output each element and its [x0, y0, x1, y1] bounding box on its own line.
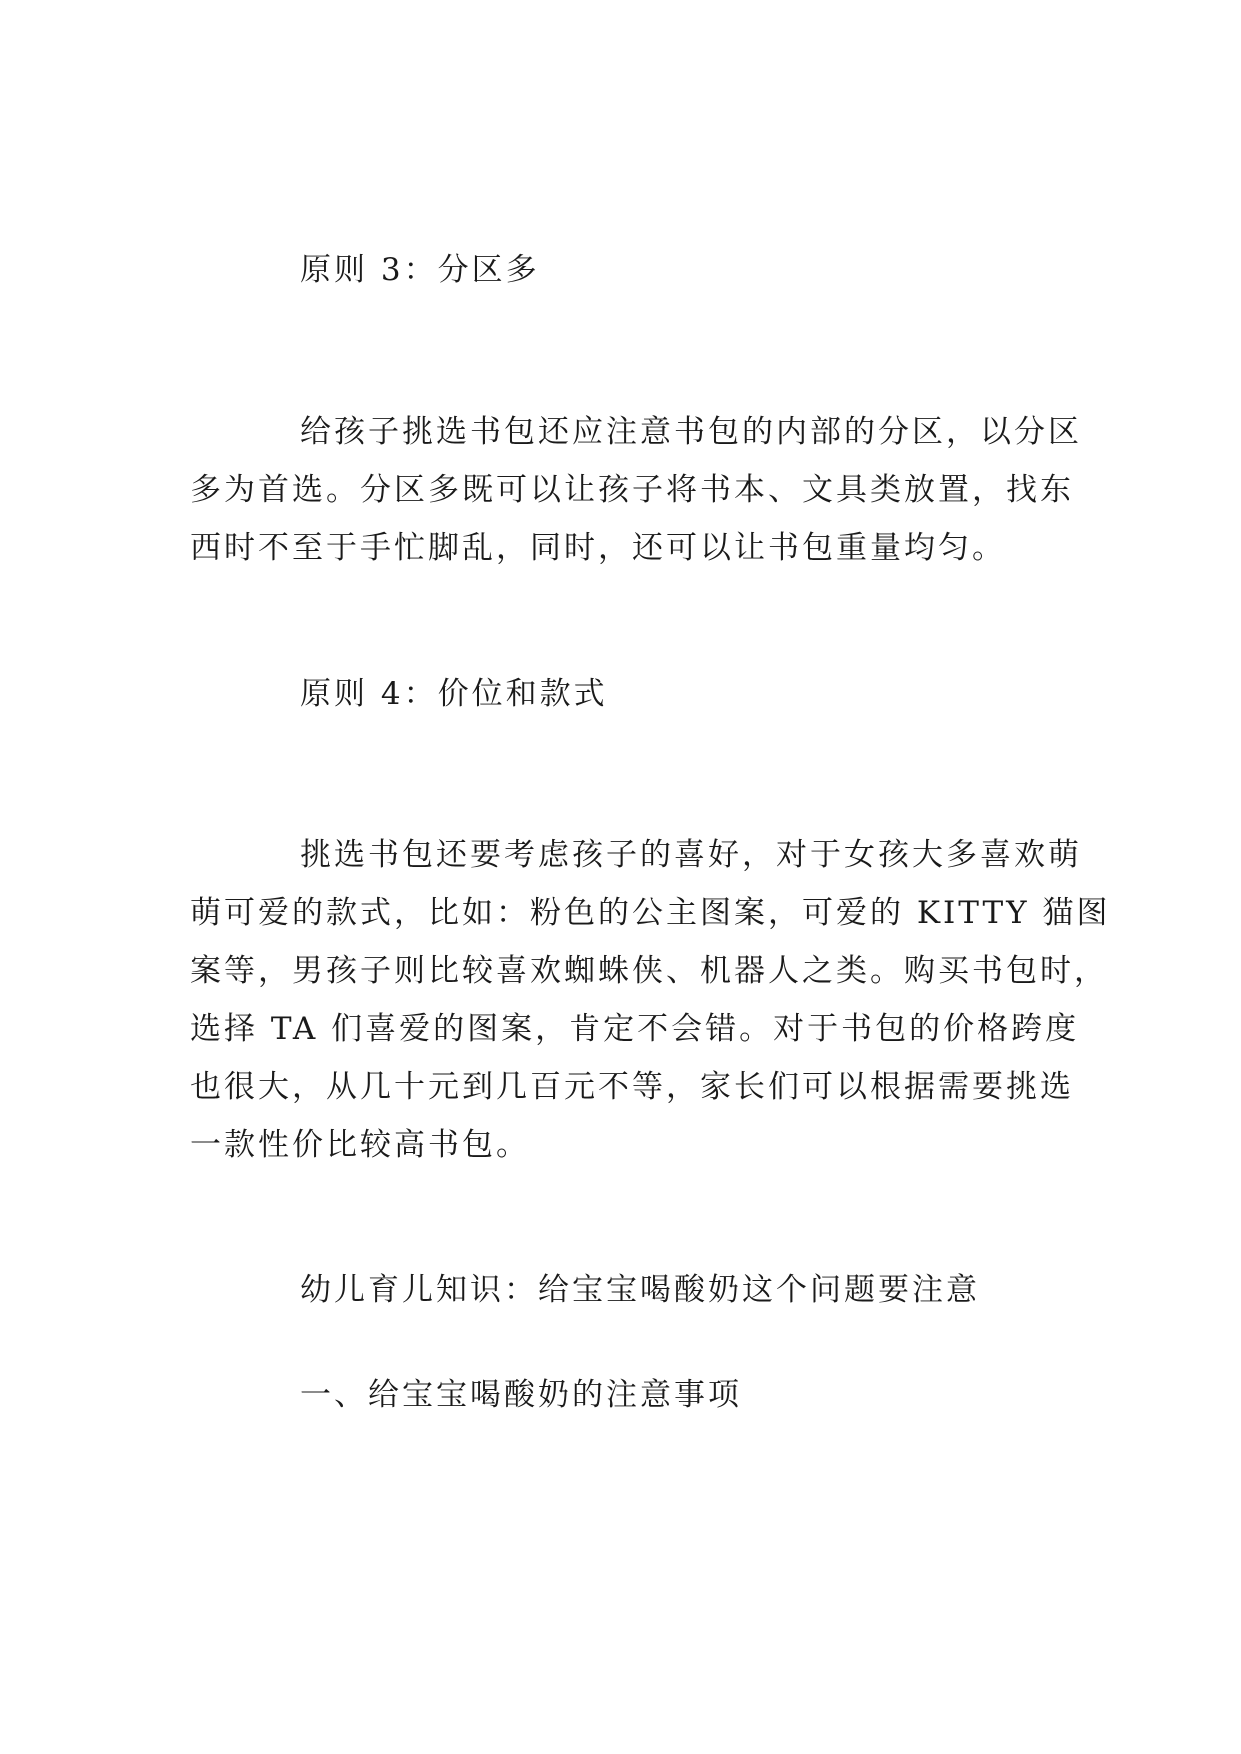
paragraph-line: 挑选书包还要考虑孩子的喜好，对于女孩大多喜欢萌: [300, 837, 1082, 873]
paragraph-line: 给孩子挑选书包还应注意书包的内部的分区，以分区: [300, 414, 1082, 450]
paragraph-line: 萌可爱的款式，比如：粉色的公主图案，可爱的 KITTY 猫图: [190, 895, 1111, 931]
paragraph-line: 多为首选。分区多既可以让孩子将书本、文具类放置，找东: [190, 472, 1074, 508]
paragraph-line: 也很大，从几十元到几百元不等，家长们可以根据需要挑选: [190, 1069, 1074, 1105]
paragraph-line: 西时不至于手忙脚乱，同时，还可以让书包重量均匀。: [190, 530, 1006, 566]
subheading: 一、给宝宝喝酸奶的注意事项: [300, 1377, 742, 1413]
section-heading-principle-4: 原则 4：价位和款式: [300, 676, 608, 712]
article-title: 幼儿育儿知识：给宝宝喝酸奶这个问题要注意: [300, 1272, 980, 1308]
paragraph-line: 一款性价比较高书包。: [190, 1127, 530, 1163]
paragraph-line: 选择 TA 们喜爱的图案，肯定不会错。对于书包的价格跨度: [190, 1011, 1080, 1047]
paragraph-line: 案等，男孩子则比较喜欢蜘蛛侠、机器人之类。购买书包时，: [190, 953, 1108, 989]
section-heading-principle-3: 原则 3：分区多: [300, 252, 540, 288]
